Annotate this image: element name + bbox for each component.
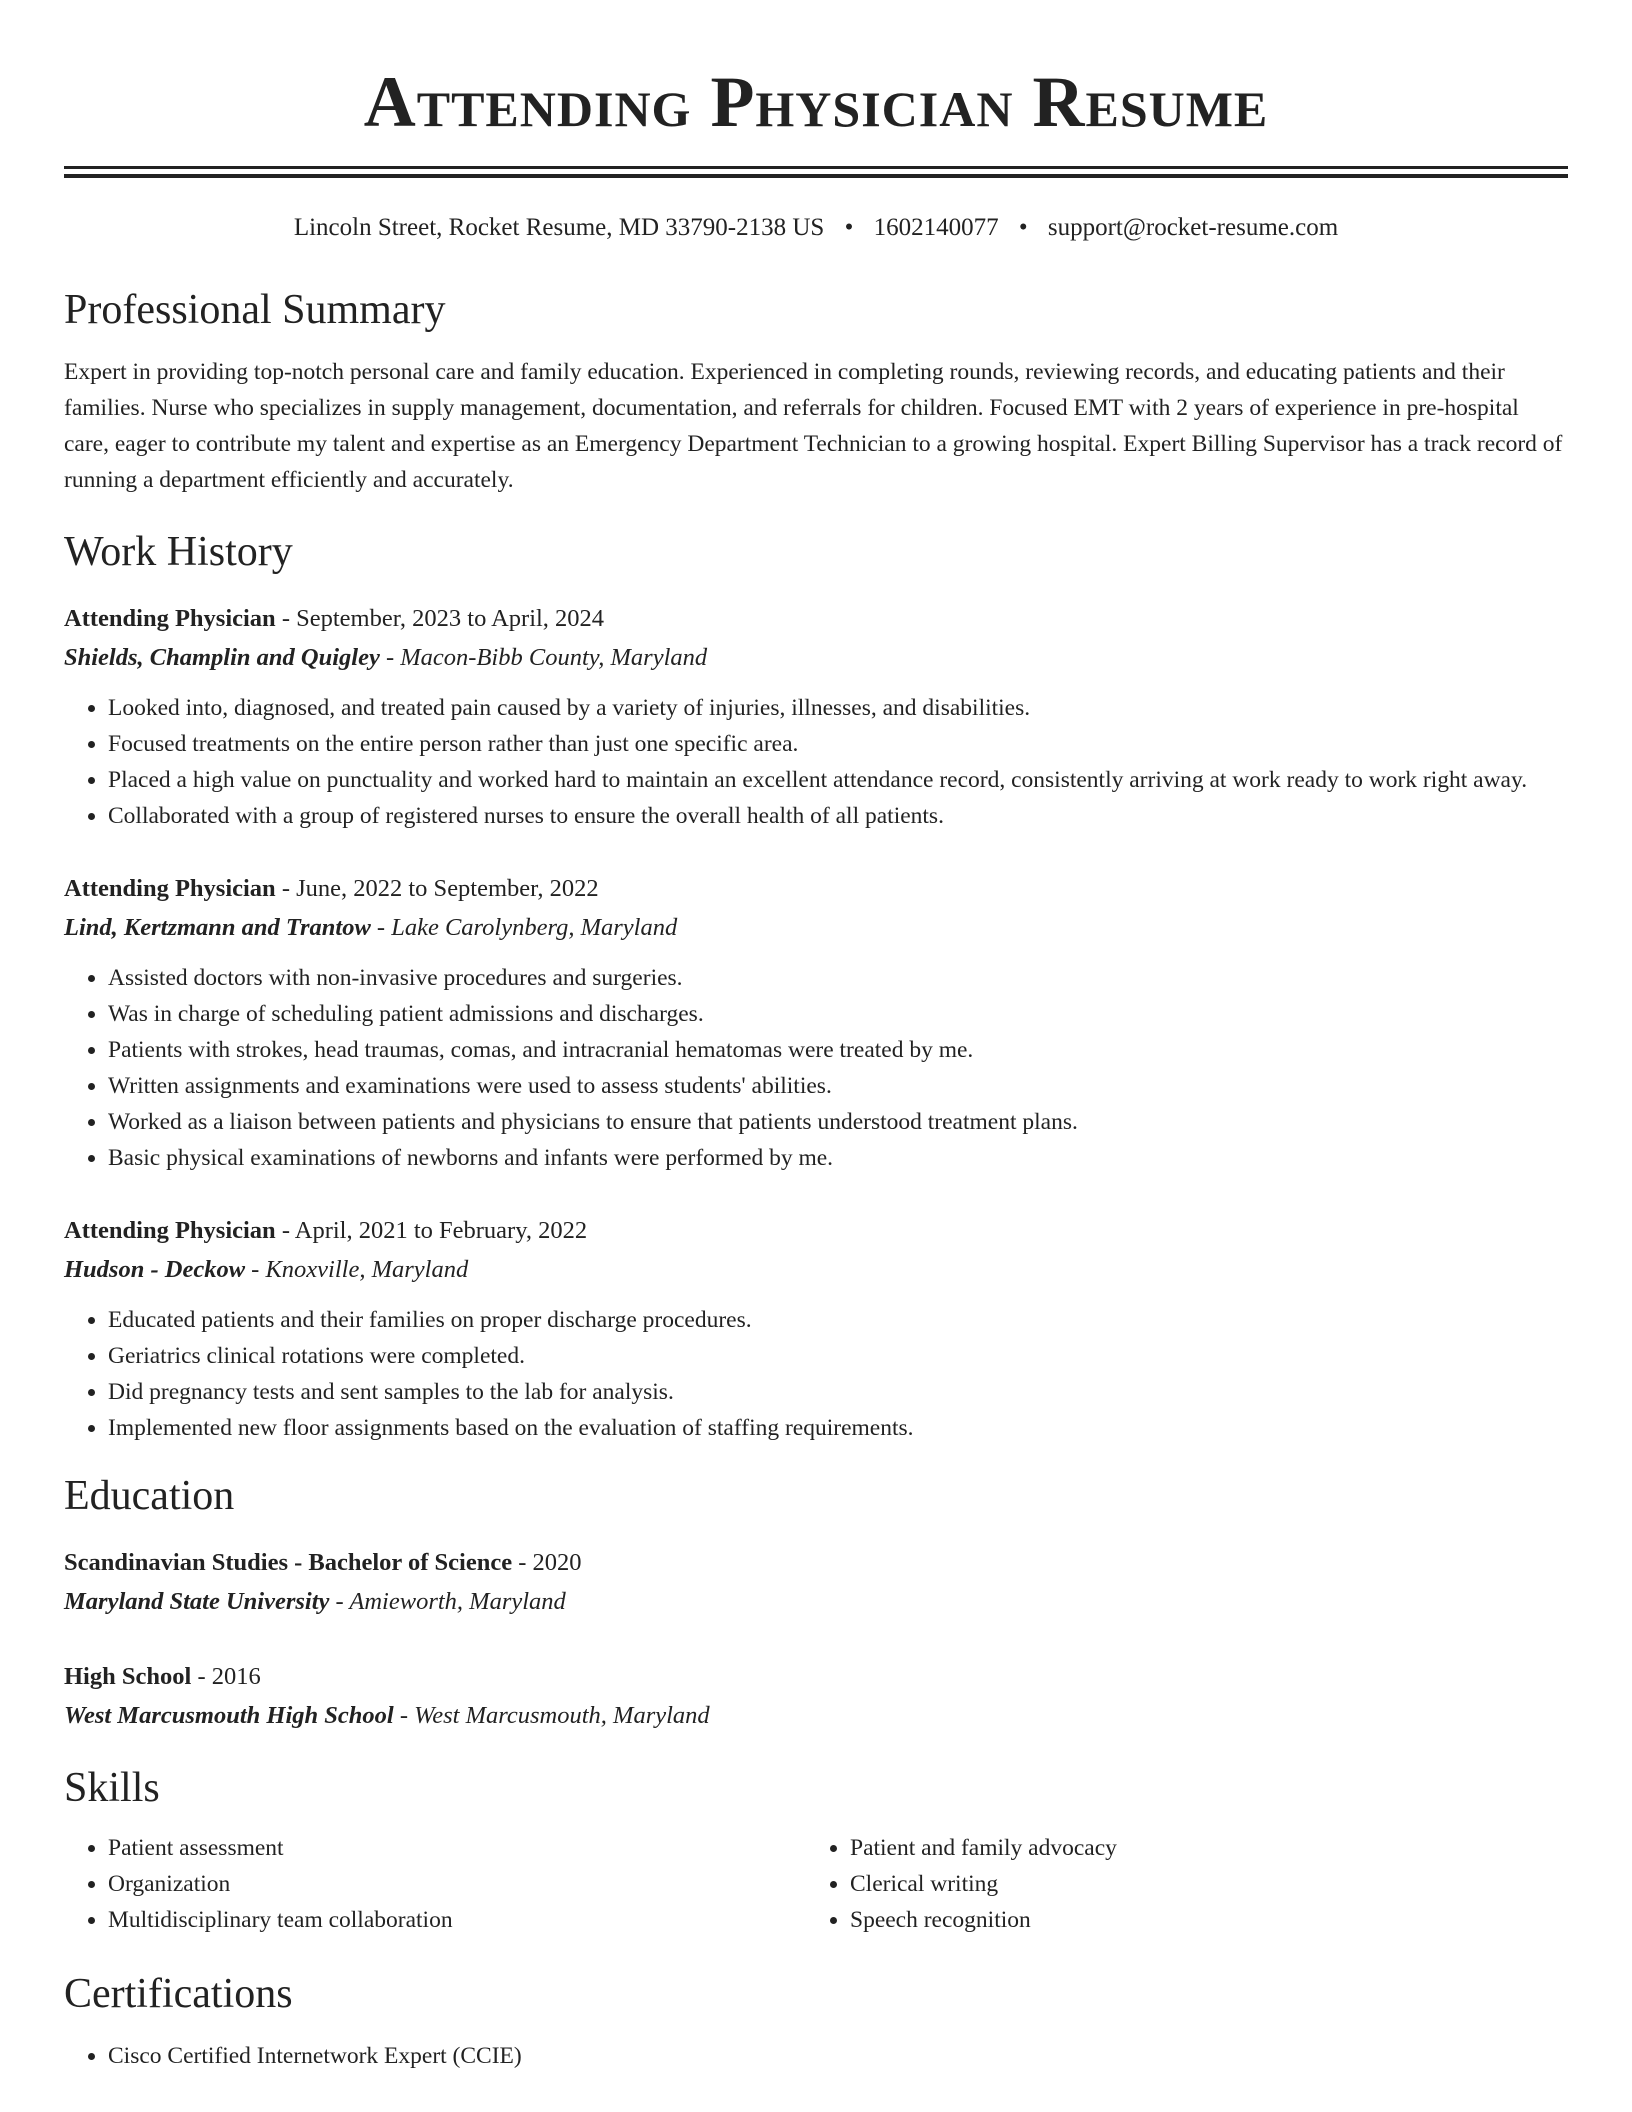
list-item: • Implemented new floor assignments based on the evaluation of staffing requirements.: [108, 1410, 1568, 1446]
job-entry: [64, 870, 1568, 1176]
title-double-rule: [64, 166, 1568, 178]
education-heading: Education: [64, 1473, 235, 1519]
job-location: - Knoxville, Maryland: [245, 1256, 469, 1283]
list-item: • Patient and family advocacy: [850, 1830, 1548, 1866]
certifications-list: [64, 2038, 1568, 2074]
job-location: - Lake Carolynberg, Maryland: [370, 914, 678, 941]
list-item: • Basic physical examinations of newborns and infants were performed by me.: [108, 1140, 1568, 1176]
job-role: Attending Physician: [64, 875, 276, 902]
list-item: • Written assignments and examinations were used to assess students' abilities.: [108, 1068, 1568, 1104]
job-role: Attending Physician: [64, 605, 276, 632]
education-school: West Marcusmouth High School: [64, 1702, 394, 1729]
job-employer: [64, 1250, 1568, 1290]
job-company: Hudson - Deckow: [64, 1256, 246, 1283]
contact-separator: •: [1018, 214, 1028, 241]
contact-separator: •: [844, 214, 854, 241]
contact-address: Lincoln Street, Rocket Resume, MD 33790-2138 US: [293, 214, 825, 241]
summary-heading: Professional Summary: [64, 287, 446, 333]
job-company: Lind, Kertzmann and Trantow: [64, 914, 371, 941]
job-header: [64, 870, 1568, 908]
list-item: • Collaborated with a group of registered nurses to ensure the overall health of all patients.: [108, 798, 1568, 834]
job-entry: [64, 1212, 1568, 1446]
list-item: • Patients with strokes, head traumas, comas, and intracranial hematomas were treated by me.: [108, 1032, 1568, 1068]
education-header: [64, 1544, 1568, 1582]
contact-phone: 1602140077: [873, 214, 999, 241]
job-header: [64, 1212, 1568, 1250]
job-location: - Macon-Bibb County, Maryland: [379, 644, 708, 671]
education-location: - West Marcusmouth, Maryland: [393, 1702, 710, 1729]
contact-line: [64, 212, 1568, 244]
job-dates: - September, 2023 to April, 2024: [275, 605, 605, 632]
resume-title: Attending Physician Resume: [363, 62, 1269, 142]
education-year: - 2020: [512, 1549, 582, 1576]
education-entry: [64, 1658, 1568, 1736]
job-employer: [64, 638, 1568, 678]
education-location: - Amieworth, Maryland: [329, 1588, 566, 1615]
contact-email: support@rocket-resume.com: [1047, 214, 1339, 241]
education-school-line: [64, 1696, 1568, 1736]
education-school-line: [64, 1582, 1568, 1622]
skills-left-column: [64, 1830, 806, 1938]
list-item: • Cisco Certified Internetwork Expert (CCIE): [108, 2038, 1568, 2074]
job-dates: - April, 2021 to February, 2022: [275, 1217, 588, 1244]
list-item: • Focused treatments on the entire person rather than just one specific area.: [108, 726, 1568, 762]
job-company: Shields, Champlin and Quigley: [64, 644, 380, 671]
list-item: • Organization: [108, 1866, 806, 1902]
list-item: • Assisted doctors with non-invasive procedures and surgeries.: [108, 960, 1568, 996]
job-bullets: [64, 1302, 1568, 1446]
job-header: [64, 600, 1568, 638]
education-degree: High School: [64, 1663, 192, 1690]
education-degree: Scandinavian Studies - Bachelor of Science: [64, 1549, 513, 1576]
list-item: • Multidisciplinary team collaboration: [108, 1902, 806, 1938]
list-item: • Was in charge of scheduling patient admissions and discharges.: [108, 996, 1568, 1032]
education-entry: [64, 1544, 1568, 1622]
list-item: • Speech recognition: [850, 1902, 1548, 1938]
work-history-heading: Work History: [64, 529, 293, 575]
education-header: [64, 1658, 1568, 1696]
list-item: • Patient assessment: [108, 1830, 806, 1866]
list-item: • Worked as a liaison between patients and physicians to ensure that patients understood treatment plans.: [108, 1104, 1568, 1140]
job-dates: - June, 2022 to September, 2022: [275, 875, 599, 902]
summary-text: Expert in providing top-notch personal care and family education. Experienced in completing rounds, reviewing records, and educating patients and their families. Nurse who specializes in supply management, documentation, and referrals for children. Focused EMT with 2 years of experience in pre-hospital care, eager to contribute my talent and expertise as an Emergency Department Technician to a growing hospital. Expert Billing Supervisor has a track record of running a department efficiently and accurately.: [64, 359, 1563, 493]
education-year: - 2016: [191, 1663, 261, 1690]
list-item: • Looked into, diagnosed, and treated pain caused by a variety of injuries, illnesses, and disabilities.: [108, 690, 1568, 726]
list-item: • Did pregnancy tests and sent samples to the lab for analysis.: [108, 1374, 1568, 1410]
job-role: Attending Physician: [64, 1217, 276, 1244]
skills-right-column: [806, 1830, 1548, 1938]
job-bullets: [64, 960, 1568, 1176]
education-school: Maryland State University: [64, 1588, 330, 1615]
job-employer: [64, 908, 1568, 948]
certifications-heading: Certifications: [64, 1971, 293, 2017]
job-bullets: [64, 690, 1568, 834]
list-item: • Clerical writing: [850, 1866, 1548, 1902]
list-item: • Educated patients and their families on proper discharge procedures.: [108, 1302, 1568, 1338]
list-item: • Geriatrics clinical rotations were completed.: [108, 1338, 1568, 1374]
list-item: • Placed a high value on punctuality and worked hard to maintain an excellent attendance record, consistently arriving at work ready to work right away.: [108, 762, 1568, 798]
skills-heading: Skills: [64, 1765, 160, 1811]
skills-columns: [64, 1830, 1568, 1938]
job-entry: [64, 600, 1568, 834]
